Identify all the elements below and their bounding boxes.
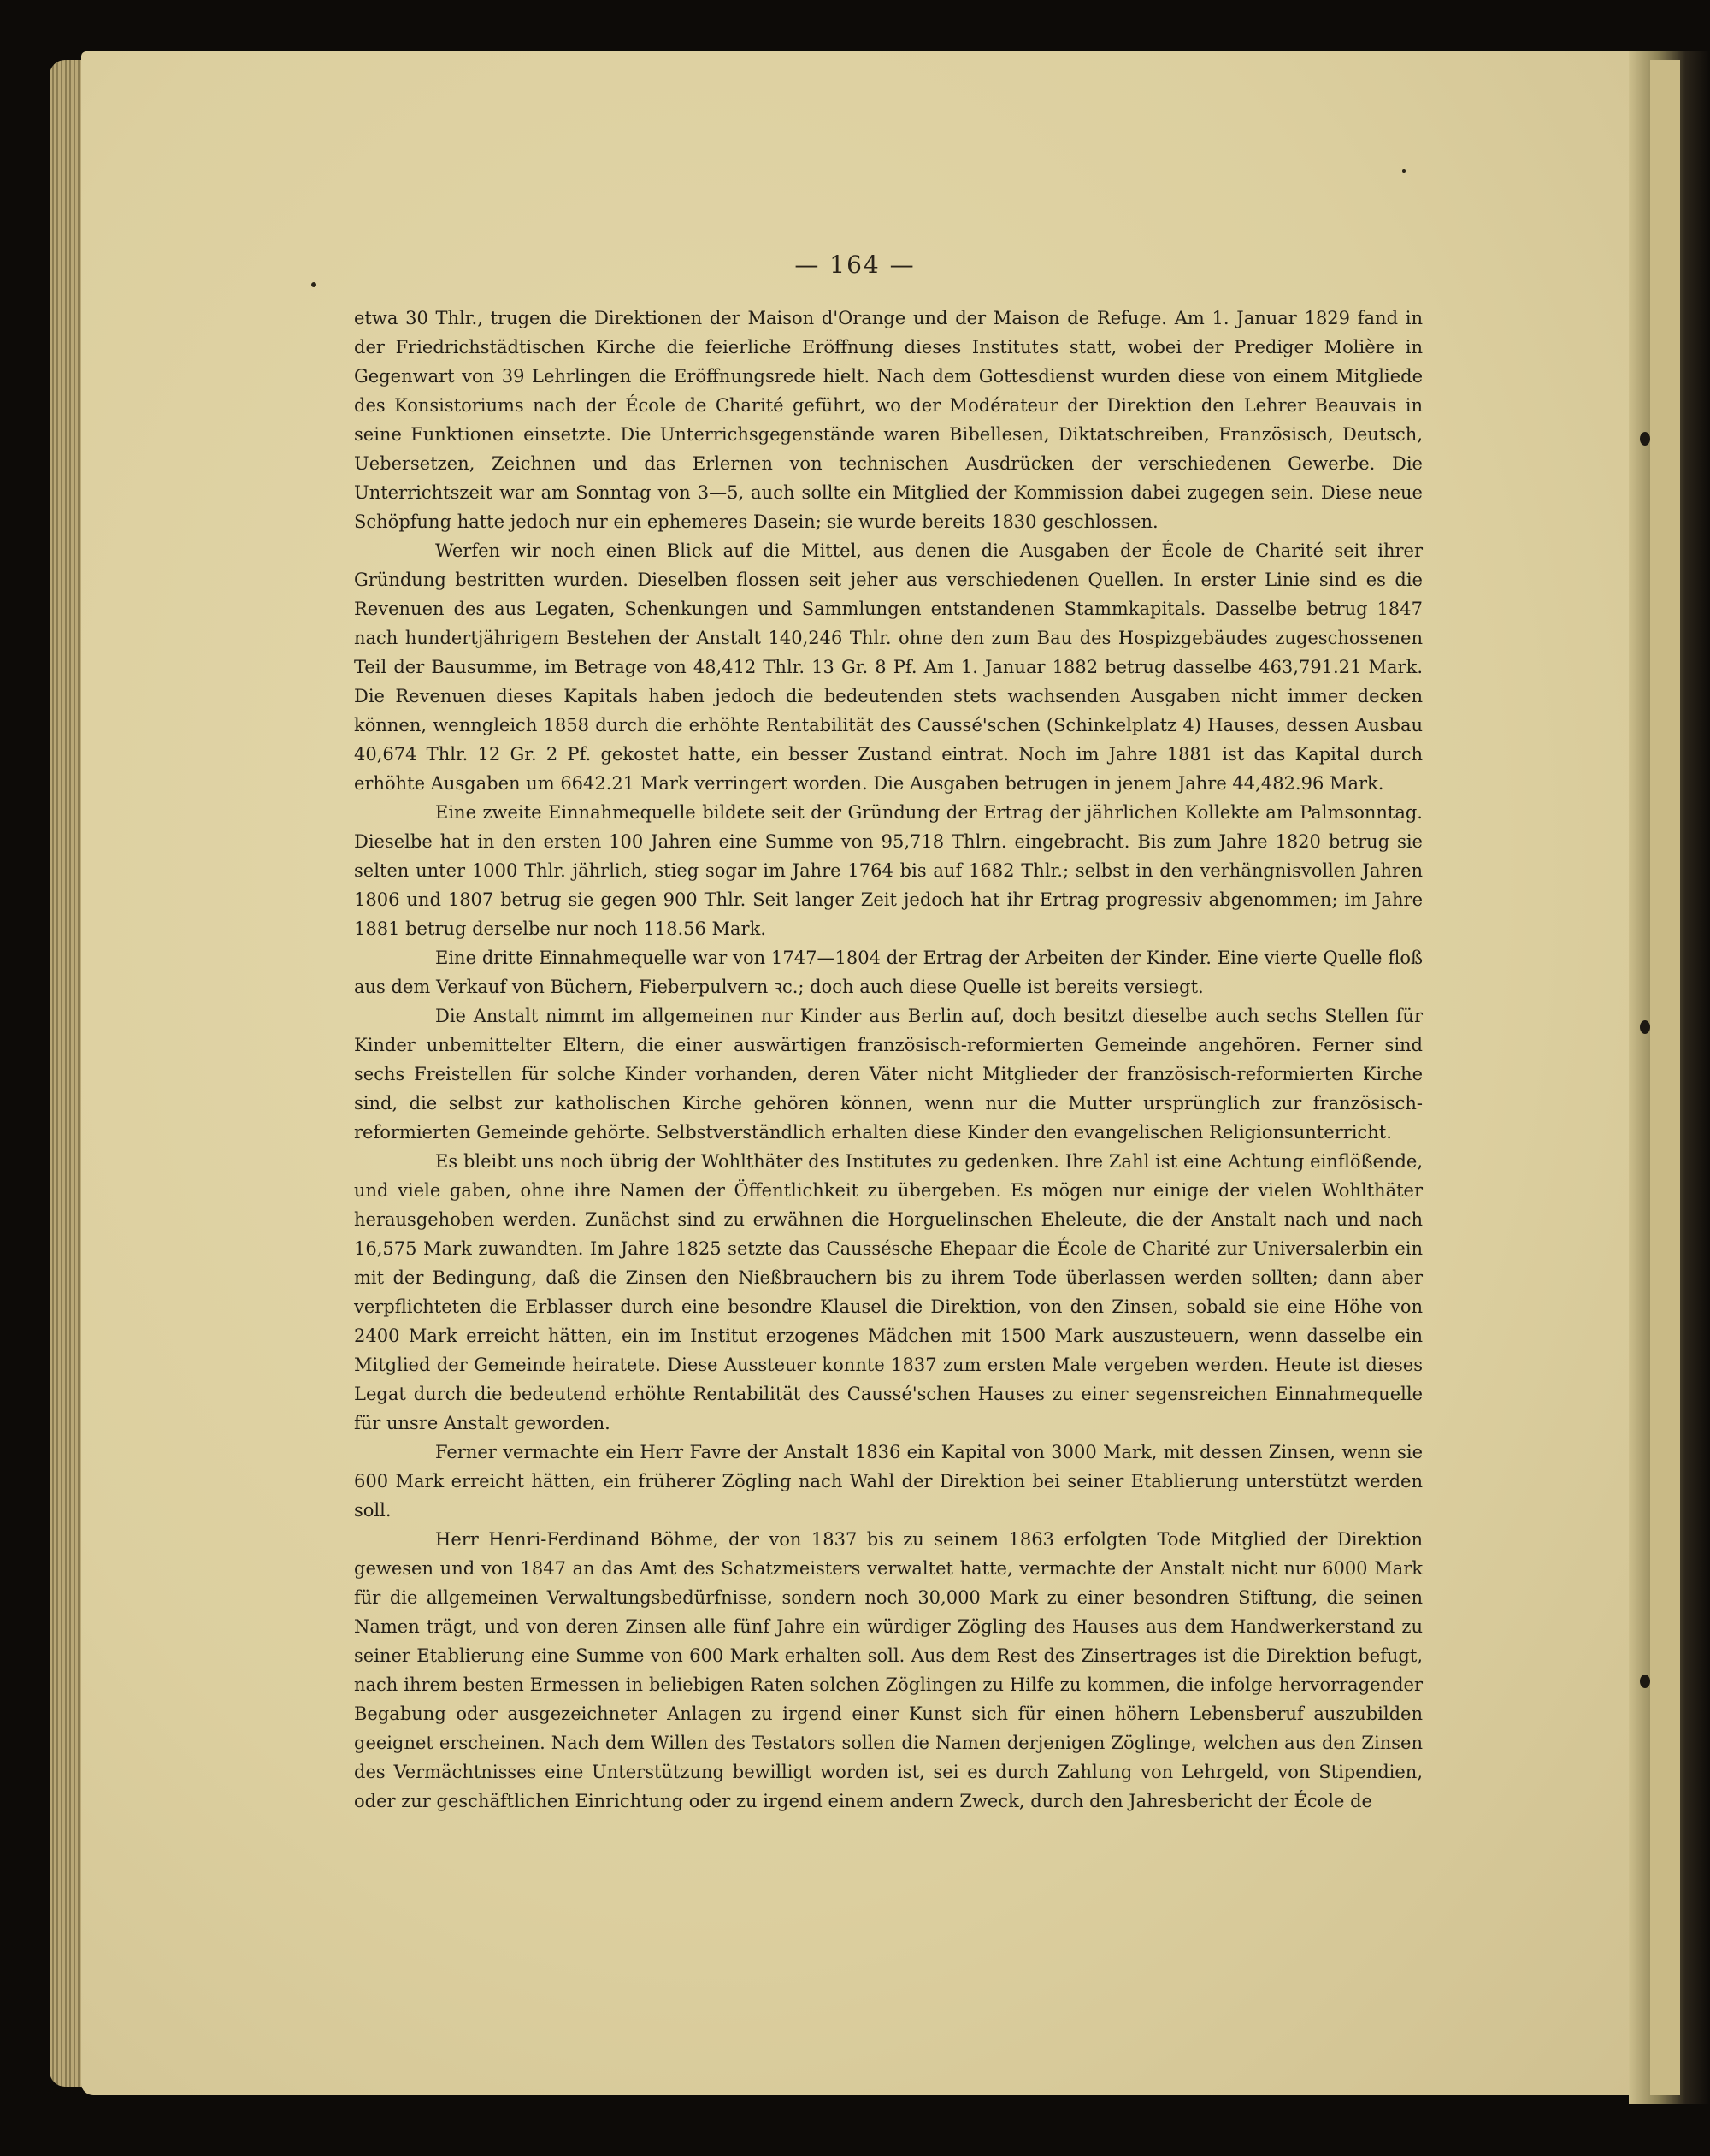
paragraph: etwa 30 Thlr., trugen die Direktionen der Maison d'Orange und der Maison de Refuge. Am 1. Januar 1829 fand in der Friedrichstädtischen Kirche die feierliche Eröffnung dieses Institutes statt, wobei der Prediger Molière in Gegenwart von 39 Lehrlingen die Eröffnungsrede hielt. Nach dem Gottesdienst wurden diese von einem Mitgliede des Konsistoriums nach der École de Charité geführt, wo der Modérateur der Direktion den Lehrer Beauvais in seine Funktionen einsetzte. Die Unterrichsgegenstände waren Bibellesen, Diktatschreiben, Französisch, Deutsch, Uebersetzen, Zeichnen und das Erlernen von technischen Ausdrücken der verschiedenen Gewerbe. Die Unterrichtszeit war am Sonntag von 3—5, auch sollte ein Mitglied der Kommission dabei zugegen sein. Diese neue Schöpfung hatte jedoch nur ein ephemeres Dasein; sie wurde bereits 1830 geschlossen.: [354, 308, 1423, 532]
paragraph: Die Anstalt nimmt im allgemeinen nur Kinder aus Berlin auf, doch besitzt dieselbe auch sechs Stellen für Kinder unbemittelter Eltern, die einer auswärtigen französisch-reformierten Gemeinde angehören. Ferner sind sechs Freistellen für solche Kinder vorhanden, deren Väter nicht Mitglieder der französisch-reformierten Kirche sind, die selbst zur katholischen Kirche gehören können, wenn nur die Mutter ursprünglich zur französisch-reformierten Gemeinde gehörte. Selbstverständlich erhalten diese Kinder den evangelischen Religionsunterricht.: [354, 1006, 1423, 1143]
body-text: [354, 304, 1423, 1816]
paragraph: Herr Henri-Ferdinand Böhme, der von 1837 bis zu seinem 1863 erfolgten Tode Mitglied der Direktion gewesen und von 1847 an das Amt des Schatzmeisters verwaltet hatte, vermachte der Anstalt nicht nur 6000 Mark für die allgemeinen Verwaltungsbedürfnisse, sondern noch 30,000 Mark zu einer besondren Stiftung, die seinen Namen trägt, und von deren Zinsen alle fünf Jahre ein würdiger Zögling des Hauses aus dem Handwerkerstand zu seiner Etablierung eine Summe von 600 Mark erhalten soll. Aus dem Rest des Zinsertrages ist die Direktion befugt, nach ihrem besten Ermessen in beliebigen Raten solchen Zöglingen zu Hilfe zu kommen, die infolge hervorragender Begabung oder ausgezeichneter Anlagen zu irgend einer Kunst sich für einen höhern Lebensberuf auszubilden geeignet erscheinen. Nach dem Willen des Testators sollen die Namen derjenigen Zöglinge, welchen aus den Zinsen des Vermächtnisses eine Unterstützung bewilligt worden ist, sei es durch Zahlung von Lehrgeld, von Stipendien, oder zur geschäftlichen Einrichtung oder zu irgend einem andern Zweck, durch den Jahresbericht der École de: [354, 1529, 1423, 1811]
paragraph: Ferner vermachte ein Herr Favre der Anstalt 1836 ein Kapital von 3000 Mark, mit dessen Zinsen, wenn sie 600 Mark erreicht hätten, ein früherer Zögling nach Wahl der Direktion bei seiner Etablierung unterstützt werden soll.: [354, 1442, 1423, 1521]
paragraph: Werfen wir noch einen Blick auf die Mittel, aus denen die Ausgaben der École de Charité seit ihrer Gründung bestritten wurden. Dieselben flossen seit jeher aus verschiedenen Quellen. In erster Linie sind es die Revenuen des aus Legaten, Schenkungen und Sammlungen entstandenen Stammkapitals. Dasselbe betrug 1847 nach hundertjährigem Bestehen der Anstalt 140,246 Thlr. ohne den zum Bau des Hospizgebäudes zugeschossenen Teil der Bausumme, im Betrage von 48,412 Thlr. 13 Gr. 8 Pf. Am 1. Januar 1882 betrug dasselbe 463,791.21 Mark. Die Revenuen dieses Kapitals haben jedoch die bedeutenden stets wachsenden Ausgaben nicht immer decken können, wenngleich 1858 durch die erhöhte Rentabilität des Caussé'schen (Schinkelplatz 4) Hauses, dessen Ausbau 40,674 Thlr. 12 Gr. 2 Pf. gekostet hatte, ein besser Zustand eintrat. Noch im Jahre 1881 ist das Kapital durch erhöhte Ausgaben um 6642.21 Mark verringert worden. Die Ausgaben betrugen in jenem Jahre 44,482.96 Mark.: [354, 540, 1423, 794]
ink-speck: [311, 282, 316, 287]
paragraph: Es bleibt uns noch übrig der Wohlthäter des Institutes zu gedenken. Ihre Zahl ist eine Achtung einflößende, und viele gaben, ohne ihre Namen der Öffentlichkeit zu übergeben. Es mögen nur einige der vielen Wohlthäter herausgehoben werden. Zunächst sind zu erwähnen die Horguelinschen Eheleute, die der Anstalt nach und nach 16,575 Mark zuwandten. Im Jahre 1825 setzte das Caussésche Ehepaar die École de Charité zur Universalerbin ein mit der Bedingung, daß die Zinsen den Nießbrauchern bis zu ihrem Tode überlassen werden sollten; dann aber verpflichteten die Erblasser durch eine besondre Klausel die Direktion, von den Zinsen, sobald sie eine Höhe von 2400 Mark erreicht hätten, ein im Institut erzogenes Mädchen mit 1500 Mark auszusteuern, wenn dasselbe ein Mitglied der Gemeinde heiratete. Diese Aussteuer konnte 1837 zum ersten Male vergeben werden. Heute ist dieses Legat durch die bedeutend erhöhte Rentabilität des Caussé'schen Hauses zu einer segensreichen Einnahmequelle für unsre Anstalt geworden.: [354, 1151, 1423, 1433]
binding-hole: [1640, 1675, 1650, 1688]
page-number: — 164 —: [794, 251, 916, 279]
binding-hole: [1640, 432, 1650, 446]
facing-page-edge: [1650, 60, 1680, 2095]
ink-speck: [1402, 169, 1406, 173]
paragraph: Eine dritte Einnahmequelle war von 1747—1804 der Ertrag der Arbeiten der Kinder. Eine vierte Quelle floß aus dem Verkauf von Büchern, Fieberpulvern ꝛc.; doch auch diese Quelle ist bereits versiegt.: [354, 948, 1423, 997]
binding-hole: [1640, 1020, 1650, 1034]
paragraph: Eine zweite Einnahmequelle bildete seit der Gründung der Ertrag der jährlichen Kollekte am Palmsonntag. Dieselbe hat in den ersten 100 Jahren eine Summe von 95,718 Thlrn. eingebracht. Bis zum Jahre 1820 betrug sie selten unter 1000 Thlr. jährlich, stieg sogar im Jahre 1764 bis auf 1682 Thlr.; selbst in den verhängnisvollen Jahren 1806 und 1807 betrug sie gegen 900 Thlr. Seit langer Zeit jedoch hat ihr Ertrag progressiv abgenommen; im Jahre 1881 betrug derselbe nur noch 118.56 Mark.: [354, 802, 1423, 939]
